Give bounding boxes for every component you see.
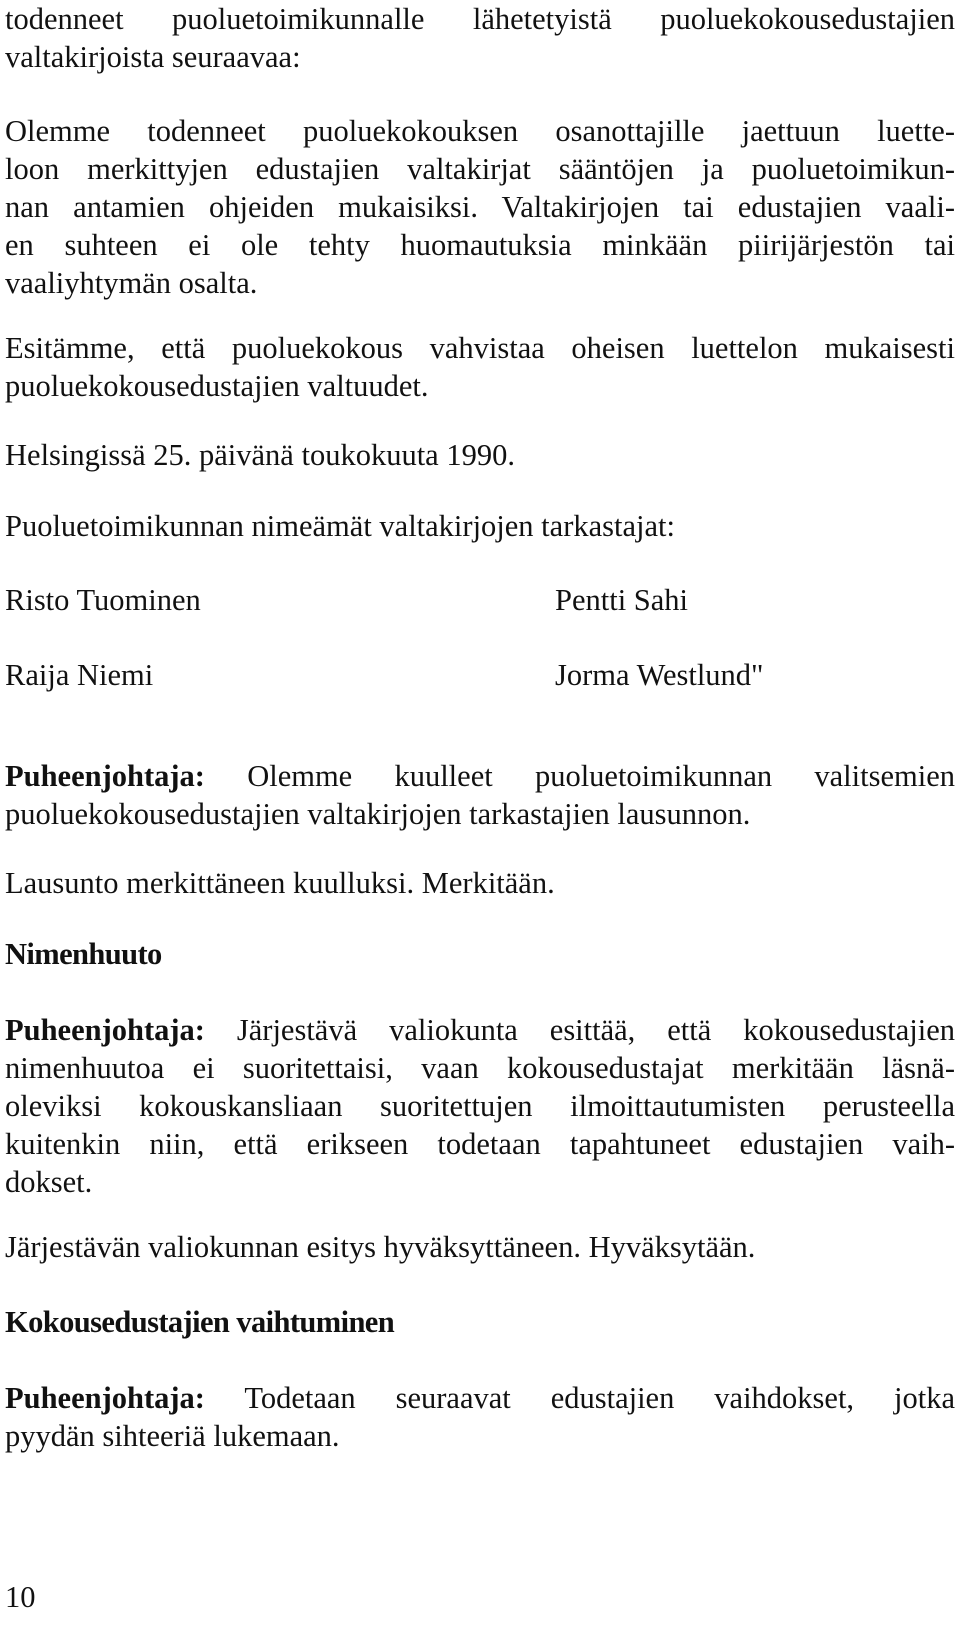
signatory-name: Risto Tuominen (5, 583, 201, 617)
text-line: loon merkittyjen edustajien valtakirjat sääntöjen ja puoluetoimikun- (5, 152, 955, 186)
text-line: puoluekokousedustajien valtakirjojen tarkastajien lausunnon. (5, 797, 751, 831)
text-span: Todetaan seuraavat edustajien vaihdokset, jotka (244, 1381, 955, 1415)
signatory-name: Pentti Sahi (555, 583, 689, 617)
text-line: Olemme todenneet puoluekokouksen osanottajille jaettuun luette- (5, 114, 955, 148)
speaker-label: Puheenjohtaja: (5, 759, 205, 793)
text-line: todenneet puoluetoimikunnalle lähetetyistä puoluekokousedustajien (5, 2, 955, 36)
text-line (5, 757, 955, 795)
section-heading: Nimenhuuto (5, 937, 162, 971)
text-span: Järjestävä valiokunta esittää, että kokousedustajien (236, 1013, 956, 1047)
paragraph-chair-statement-2 (5, 1011, 955, 1201)
text-line: Esitämme, että puoluekokous vahvistaa oheisen luettelon mukaisesti (5, 331, 955, 365)
paragraph-decision-1: Lausunto merkittäneen kuulluksi. Merkitään. (5, 866, 555, 900)
text-line: nan antamien ohjeiden mukaisiksi. Valtakirjojen tai edustajien vaali- (5, 190, 955, 224)
paragraph-proposal (5, 329, 955, 405)
paragraph-chair-statement-1 (5, 757, 955, 833)
section-heading: Kokousedustajien vaihtuminen (5, 1305, 395, 1339)
text-line: en suhteen ei ole tehty huomautuksia minkään piirijärjestön tai (5, 228, 955, 262)
text-line (5, 1379, 955, 1417)
paragraph-decision-2: Järjestävän valiokunnan esitys hyväksyttäneen. Hyväksytään. (5, 1230, 756, 1264)
signatory-name: Raija Niemi (5, 658, 154, 692)
text-line: puoluekokousedustajien valtuudet. (5, 369, 429, 403)
text-line: kuitenkin niin, että erikseen todetaan tapahtuneet edustajien vaih- (5, 1127, 955, 1161)
text-span: Olemme kuulleet puoluetoimikunnan valitsemien (247, 759, 955, 793)
speaker-label: Puheenjohtaja: (5, 1013, 205, 1047)
text-line (5, 1011, 955, 1049)
paragraph-chair-statement-3 (5, 1379, 955, 1455)
page-number: 10 (5, 1580, 36, 1614)
text-line: vaaliyhtymän osalta. (5, 266, 258, 300)
paragraph-statement (5, 112, 955, 302)
text-line: oleviksi kokouskansliaan suoritettujen ilmoittautumisten perusteella (5, 1089, 955, 1123)
text-line: nimenhuutoa ei suoritettaisi, vaan kokousedustajat merkitään läsnä- (5, 1051, 955, 1085)
signatory-name: Jorma Westlund" (555, 658, 764, 692)
paragraph-date: Helsingissä 25. päivänä toukokuuta 1990. (5, 438, 515, 472)
paragraph-intro (5, 0, 955, 76)
speaker-label: Puheenjohtaja: (5, 1381, 205, 1415)
text-line: pyydän sihteeriä lukemaan. (5, 1419, 340, 1453)
text-line: dokset. (5, 1165, 93, 1199)
paragraph-inspectors-label: Puoluetoimikunnan nimeämät valtakirjojen tarkastajat: (5, 509, 675, 543)
text-line: valtakirjoista seuraavaa: (5, 40, 301, 74)
